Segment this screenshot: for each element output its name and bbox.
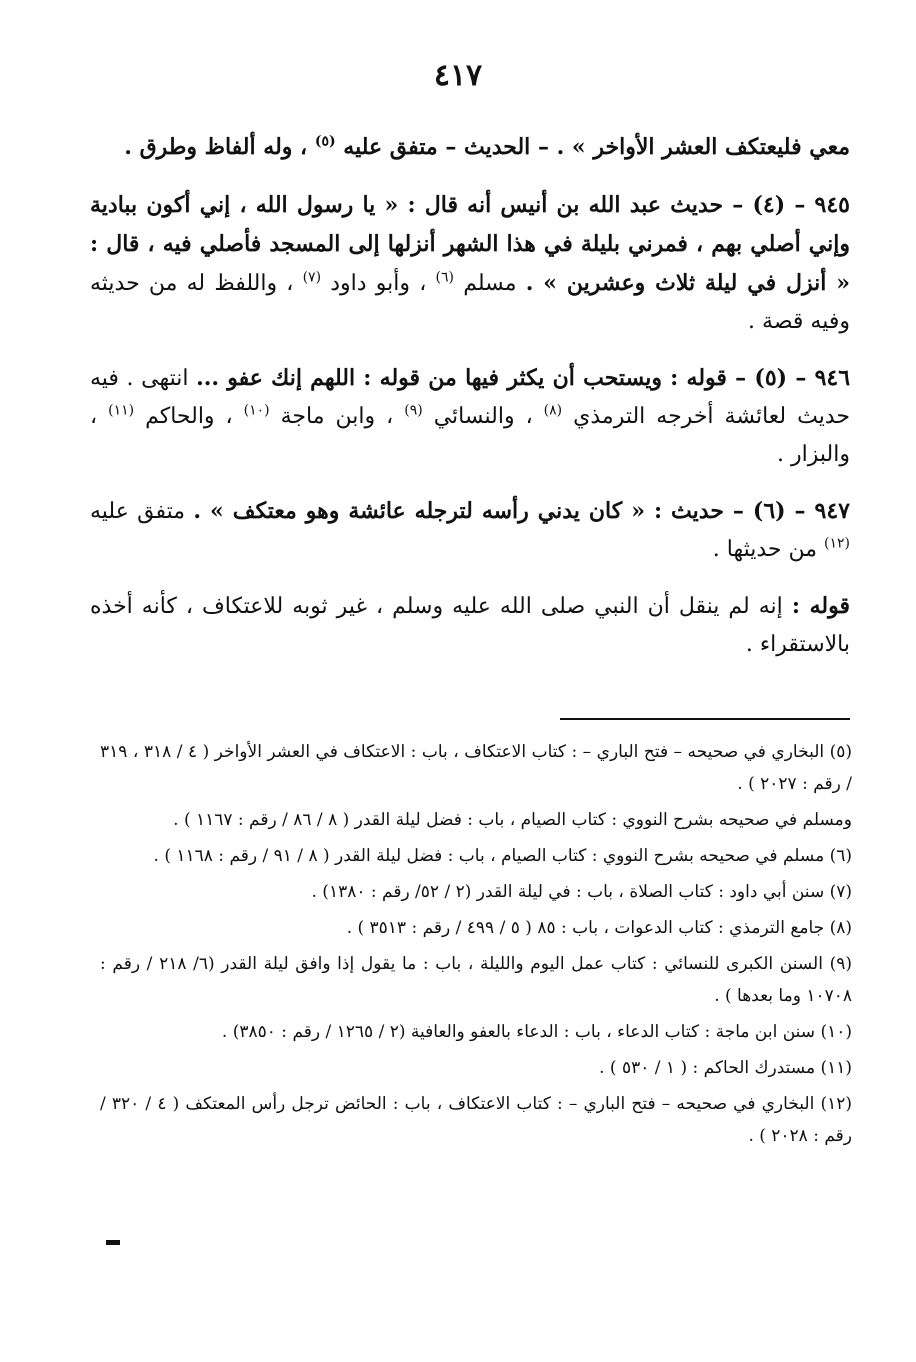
footnote-10: (١٠) سنن ابن ماجة : كتاب الدعاء ، باب : الدعاء بالعفو والعافية (٢ / ١٢٦٥ / رقم : ٣٨٥٠) .	[221, 1022, 852, 1042]
text: من حديثها .	[712, 537, 818, 562]
footnote-ref: (٦)	[435, 269, 454, 286]
hadith-heading: ٩٤٧ – (٦) – حديث : « كان يدني رأسه لترجله عائشة وهو معتكف » .	[193, 498, 850, 524]
text: ، وله ألفاظ وطرق .	[124, 134, 308, 160]
footnote-12: (١٢) البخاري في صحيحه – فتح الباري – : كتاب الاعتكاف ، باب : الحائض ترجل رأس المعتكف ( ٤ / ٣٢٠ / رقم : ٢٠٢٨ ) .	[100, 1094, 852, 1146]
footnote-ref: (١٠)	[243, 402, 270, 419]
footnote-9: (٩) السنن الكبرى للنسائي : كتاب عمل اليوم والليلة ، باب : ما يقول إذا وافق ليلة القدر (٦/ ٢١٨ / رقم : ١٠٧٠٨ وما بعدها ) .	[100, 954, 853, 1006]
footnote-7: (٧) سنن أبي داود : كتاب الصلاة ، باب : في ليلة القدر (٢ / ٥٢/ رقم : ١٣٨٠) .	[311, 882, 852, 902]
commentary-label: قوله :	[791, 593, 850, 619]
main-text	[90, 128, 850, 682]
footnote-ref: (٨)	[543, 402, 563, 419]
text: ، والبزار .	[90, 404, 850, 467]
paragraph-continuation	[90, 128, 850, 166]
end-mark	[106, 1240, 120, 1245]
text: انتهى . فيه حديث لعائشة أخرجه الترمذي	[90, 366, 850, 429]
footnote-5-cont: ومسلم في صحيحه بشرح النووي : كتاب الصيام ، باب : فضل ليلة القدر ( ٨ / ٨٦ / رقم : ١١٦٧ ) .	[173, 810, 852, 830]
hadith-heading: ٩٤٦ – (٥) – قوله : ويستحب أن يكثر فيها من قوله : اللهم إنك عفو ...	[196, 365, 851, 391]
text: متفق عليه	[90, 499, 186, 524]
footnote-6: (٦) مسلم في صحيحه بشرح النووي : كتاب الصيام ، باب : فضل ليلة القدر ( ٨ / ٩١ / رقم : ١١٦٨ ) .	[153, 846, 852, 866]
text: ، والنسائي	[433, 404, 533, 429]
footnote-ref: (٩)	[404, 402, 423, 419]
footnote-11: (١١) مستدرك الحاكم : ( ١ / ٥٣٠ ) .	[599, 1058, 852, 1078]
source-abudawud: ، وأبو داود	[330, 271, 427, 296]
page-number: ٤١٧	[433, 58, 483, 93]
source-muslim: مسلم	[463, 271, 517, 296]
footnote-divider	[560, 718, 850, 720]
hadith-text: ٩٤٥ – (٤) – حديث عبد الله بن أنيس أنه قال : « يا رسول الله ، إني أكون ببادية وإني أصلي بهم ، فمرني بليلة في هذا الشهر أنزلها إلى المسجد فأصلي فيه ، قال : « أنزل في ليلة ثلاث وعشرين » .	[90, 192, 850, 296]
footnote-ref: (١٢)	[824, 535, 850, 552]
text: معي فليعتكف العشر الأواخر » . – الحديث – متفق عليه	[343, 134, 850, 160]
hadith-945	[90, 186, 850, 341]
footnote-ref: (٧)	[302, 269, 322, 286]
text: إنه لم ينقل أن النبي صلى الله عليه وسلم ، غير ثوبه للاعتكاف ، كأنه أخذه بالاستقراء .	[90, 594, 850, 657]
footnote-ref: (١١)	[108, 402, 135, 419]
text: ، واللفظ له من حديثه وفيه قصة .	[90, 271, 850, 334]
text: ، والحاكم	[145, 404, 233, 429]
text: ، وابن ماجة	[280, 404, 394, 429]
footnote-ref: (٥)	[314, 133, 336, 150]
footnote-8: (٨) جامع الترمذي : كتاب الدعوات ، باب : ٨٥ ( ٥ / ٤٩٩ / رقم : ٣٥١٣ ) .	[346, 918, 852, 938]
footnotes	[100, 736, 852, 1156]
footnote-5: (٥) البخاري في صحيحه – فتح الباري – : كتاب الاعتكاف ، باب : الاعتكاف في العشر الأواخر ( ٤ / ٣١٨ ، ٣١٩ / رقم : ٢٠٢٧ ) .	[100, 742, 853, 794]
hadith-947	[90, 492, 850, 569]
hadith-946	[90, 359, 850, 474]
commentary-paragraph	[90, 587, 850, 664]
